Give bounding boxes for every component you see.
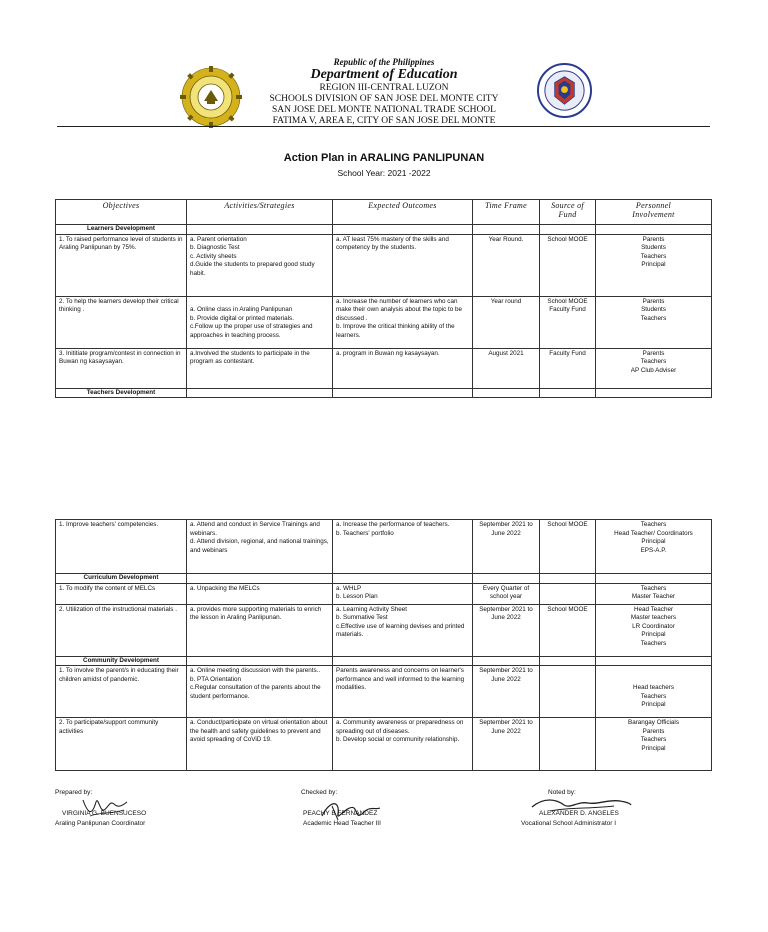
table-row bbox=[56, 520, 712, 574]
outcome-cell: a. Community awareness or preparedness on spreading out of diseases. b. Develop social or community relationship. bbox=[333, 718, 473, 771]
timeframe-cell: Year round bbox=[473, 296, 540, 348]
activity-cell: a.Involved the students to participate in the program as contestant. bbox=[187, 348, 333, 388]
outcome-cell: a. Increase the performance of teachers. b. Teachers' portfolio bbox=[333, 520, 473, 574]
checked-by-name: PEACHY B FERNANDEZ bbox=[303, 810, 378, 817]
personnel-cell: Teachers Head Teacher/ Coordinators Principal EPS-A.P. bbox=[596, 520, 712, 574]
col-objectives: Objectives bbox=[56, 200, 187, 225]
timeframe-cell: September 2021 to June 2022 bbox=[473, 604, 540, 656]
personnel-cell: Head teachers Teachers Principal bbox=[596, 666, 712, 718]
section-teachers: Teachers Development bbox=[56, 388, 187, 398]
personnel-cell: Teachers Master Teacher bbox=[596, 583, 712, 604]
document-title: Action Plan in ARALING PANLIPUNAN bbox=[283, 152, 485, 164]
timeframe-cell: September 2021 to June 2022 bbox=[473, 520, 540, 574]
school-year: School Year: 2021 -2022 bbox=[337, 168, 431, 178]
section-community: Community Development bbox=[56, 656, 187, 666]
republic-line: Republic of the Philippines bbox=[333, 57, 435, 67]
col-personnel: Personnel Involvement bbox=[596, 200, 712, 225]
outcome-cell: a. WHLP b. Lesson Plan bbox=[333, 583, 473, 604]
table-row bbox=[56, 718, 712, 771]
outcome-cell: a. Learning Activity Sheet b. Summative Test c.Effective use of learning devises and printed materials. bbox=[333, 604, 473, 656]
prepared-by-label: Prepared by: bbox=[55, 789, 93, 796]
fund-cell: School MOOE bbox=[540, 234, 596, 296]
col-timeframe: Time Frame bbox=[473, 200, 540, 225]
region-line: REGION III-CENTRAL LUZON bbox=[319, 83, 449, 93]
personnel-cell: Parents Students Teachers Principal bbox=[596, 234, 712, 296]
activity-cell: a. provides more supporting materials to enrich the lesson in Araling Panlipunan. bbox=[187, 604, 333, 656]
school-address: FATIMA V, AREA E, CITY OF SAN JOSE DEL MONTE bbox=[272, 116, 496, 126]
objective-cell: 1. To involve the parent/s in educating their children amidst of pandemic. bbox=[56, 666, 187, 718]
table-row bbox=[56, 604, 712, 656]
objective-cell: 2. To help the learners develop their critical thinking . bbox=[56, 296, 187, 348]
timeframe-cell: September 2021 to June 2022 bbox=[473, 718, 540, 771]
noted-by-name: ALEXANDER D. ANGELES bbox=[539, 810, 619, 817]
fund-cell bbox=[540, 666, 596, 718]
fund-cell: Faculty Fund bbox=[540, 348, 596, 388]
section-row bbox=[56, 656, 712, 666]
table-row bbox=[56, 583, 712, 604]
checked-by-title: Academic Head Teacher III bbox=[303, 820, 381, 827]
section-curriculum: Curriculum Development bbox=[56, 574, 187, 584]
timeframe-cell: Year Round. bbox=[473, 234, 540, 296]
col-outcomes: Expected Outcomes bbox=[333, 200, 473, 225]
col-fund: Source of Fund bbox=[540, 200, 596, 225]
school-name: SAN JOSE DEL MONTE NATIONAL TRADE SCHOOL bbox=[272, 105, 496, 115]
col-activities: Activities/Strategies bbox=[187, 200, 333, 225]
activity-cell: a. Parent orientation b. Diagnostic Test c. Activity sheets d.Guide the students to prepared good study habit. bbox=[187, 234, 333, 296]
table-row bbox=[56, 296, 712, 348]
personnel-cell: Barangay Officials Parents Teachers Principal bbox=[596, 718, 712, 771]
action-plan-table-2 bbox=[55, 519, 712, 771]
table-header-row bbox=[56, 200, 712, 225]
objective-cell: 1. Improve teachers' competencies. bbox=[56, 520, 187, 574]
fund-cell: School MOOE bbox=[540, 604, 596, 656]
timeframe-cell: Every Quarter of school year bbox=[473, 583, 540, 604]
table-row bbox=[56, 348, 712, 388]
section-learners: Learners Development bbox=[56, 225, 187, 235]
section-row bbox=[56, 388, 712, 398]
activity-cell: a. Online class in Araling Panlipunan b. Provide digital or printed materials. c.Follow up the proper use of strategies and approaches in teaching process. bbox=[187, 296, 333, 348]
personnel-cell: Parents Teachers AP Club Adviser bbox=[596, 348, 712, 388]
section-row bbox=[56, 225, 712, 235]
activity-cell: a. Unpacking the MELCs bbox=[187, 583, 333, 604]
activity-cell: a. Online meeting discussion with the parents.. b. PTA Orientation c.Regular consultation of the parents about the student performance. bbox=[187, 666, 333, 718]
activity-cell: a. Attend and conduct in Service Trainings and webinars. d. Attend division, regional, and national trainings, and webinars bbox=[187, 520, 333, 574]
fund-cell: School MOOE Faculty Fund bbox=[540, 296, 596, 348]
prepared-by-title: Araling Panlipunan Coordinator bbox=[55, 820, 146, 827]
objective-cell: 1. To raised performance level of students in Araling Panlipunan by 75%. bbox=[56, 234, 187, 296]
prepared-by-name: VIRGINIA G. BUENSUCESO bbox=[62, 810, 147, 817]
noted-by-title: Vocational School Administrator I bbox=[521, 820, 617, 827]
action-plan-table-1 bbox=[55, 199, 712, 398]
header-rule bbox=[57, 126, 710, 127]
objective-cell: 2. Utilization of the instructional materials . bbox=[56, 604, 187, 656]
fund-cell bbox=[540, 583, 596, 604]
checked-by-label: Checked by: bbox=[301, 789, 338, 796]
section-row bbox=[56, 574, 712, 584]
outcome-cell: a. program in Buwan ng kasaysayan. bbox=[333, 348, 473, 388]
fund-cell: School MOOE bbox=[540, 520, 596, 574]
table-row bbox=[56, 234, 712, 296]
department-name: Department of Education bbox=[310, 67, 458, 82]
division-line: SCHOOLS DIVISION OF SAN JOSE DEL MONTE CITY bbox=[269, 94, 499, 104]
objective-cell: 2. To participate/support community activities bbox=[56, 718, 187, 771]
noted-by-label: Noted by: bbox=[548, 789, 576, 796]
outcome-cell: a. Increase the number of learners who can make their own analysis about the topic to be discussed . b. Improve the critical thinking ability of the learners. bbox=[333, 296, 473, 348]
objective-cell: 3. Inititiate program/contest in connection in Buwan ng kasaysayan. bbox=[56, 348, 187, 388]
objective-cell: 1. To modify the content of MELCs bbox=[56, 583, 187, 604]
personnel-cell: Parents Students Teachers bbox=[596, 296, 712, 348]
timeframe-cell: September 2021 to June 2022 bbox=[473, 666, 540, 718]
fund-cell bbox=[540, 718, 596, 771]
timeframe-cell: August 2021 bbox=[473, 348, 540, 388]
outcome-cell: Parents awareness and concerns on learner's performance and well informed to the learning modalities. bbox=[333, 666, 473, 718]
personnel-cell: Head Teacher Master teachers LR Coordinator Principal Teachers bbox=[596, 604, 712, 656]
table-row bbox=[56, 666, 712, 718]
activity-cell: a. Conduct/participate on virtual orientation about the health and safety guidelines to prevent and avoid spreading of CoViD 19. bbox=[187, 718, 333, 771]
outcome-cell: a. AT least 75% mastery of the skills and competency by the students. bbox=[333, 234, 473, 296]
